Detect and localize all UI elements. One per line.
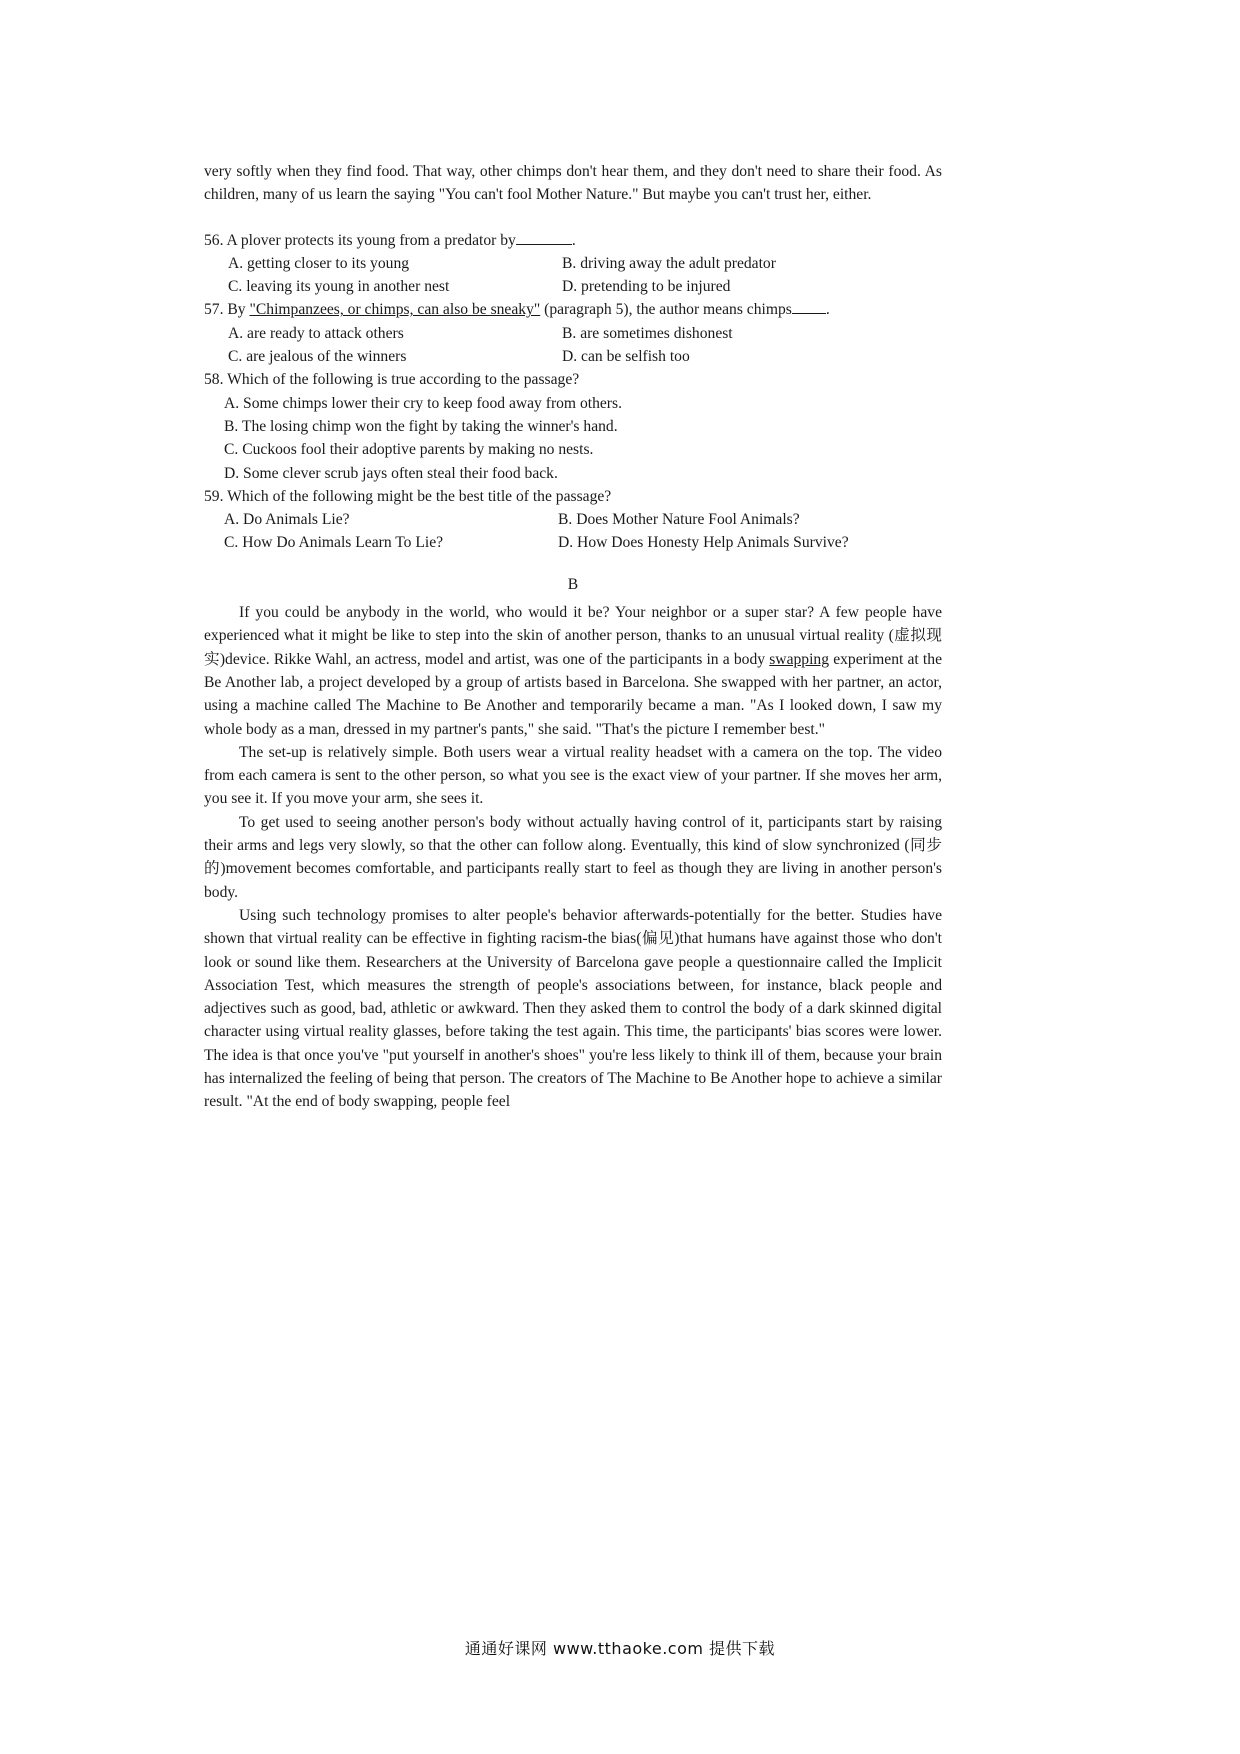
question-stem [204, 229, 942, 252]
question-56 [204, 229, 942, 299]
paragraph-text: experiment at the Be Another lab, a project developed by a group of artists based in Barcelona. She swapped with her partner, an actor, using a machine called The Machine to Be Another and temporarily became a man. "As I looked down, I saw my whole body as a man, dressed in my partner's pants," she said. "That's the picture I remember best." [204, 650, 942, 738]
question-stem: 59. Which of the following might be the best title of the passage? [204, 487, 612, 505]
document-page [204, 160, 942, 1114]
option-d: D. can be selfish too [562, 348, 690, 366]
option-a: A. Do Animals Lie? [224, 511, 350, 529]
passage-b-paragraph-3: To get used to seeing another person's body without actually having control of it, participants start by raising their arms and legs very slowly, so that the other can follow along. Eventually, this kind of slow synchronized (同步的)movement becomes comfortable, and participants really start to feel as though they are living in another person's body. [204, 813, 942, 901]
option-a: A. Some chimps lower their cry to keep food away from others. [224, 394, 622, 412]
download-footer: 通通好课网 www.tthaoke.com 提供下载 [464, 1639, 776, 1658]
section-b-label: B [567, 575, 579, 593]
question-stem-pre: 57. By [204, 301, 250, 319]
option-d: D. Some clever scrub jays often steal their food back. [224, 464, 558, 482]
question-stem-post: (paragraph 5), the author means chimps [540, 301, 792, 319]
underlined-quote: "Chimpanzees, or chimps, can also be sneaky" [249, 301, 541, 319]
option-d: D. How Does Honesty Help Animals Survive? [558, 534, 849, 552]
passage-a-tail: very softly when they find food. That way, other chimps don't hear them, and they don't need to share their food. As children, many of us learn the saying "You can't fool Mother Nature." But maybe you can't trust her, either. [204, 163, 942, 204]
question-59 [204, 485, 942, 555]
passage-b-paragraph-1 [204, 601, 942, 741]
question-57 [204, 298, 942, 368]
question-58 [204, 368, 942, 484]
options-list [204, 252, 942, 299]
answer-blank [516, 230, 572, 245]
option-a: A. are ready to attack others [228, 324, 404, 342]
paragraph-text: If you could be anybody in the world, who would it be? Your neighbor or a super star? A few people have experienced what it might be like to step into the skin of another person, thanks to an unusual virtual reality (虚拟现实)device. Rikke Wahl, an actress, model and artist, was one of the participants in a body [204, 604, 942, 668]
question-stem: 58. Which of the following is true according to the passage? [204, 371, 580, 389]
question-stem [204, 298, 942, 321]
option-b: B. Does Mother Nature Fool Animals? [558, 511, 800, 529]
option-c: C. leaving its young in another nest [228, 278, 450, 296]
passage-b-paragraph-2: The set-up is relatively simple. Both users wear a virtual reality headset with a camera on the top. The video from each camera is sent to the other person, so what you see is the exact view of your partner. If she moves her arm, you see it. If you move your arm, she sees it. [204, 743, 942, 808]
question-stem-text: 56. A plover protects its young from a predator by [204, 231, 516, 249]
question-stem-end: . [825, 301, 830, 319]
option-c: C. are jealous of the winners [228, 348, 407, 366]
answer-blank [792, 299, 826, 314]
question-stem-end: . [571, 231, 576, 249]
option-b: B. driving away the adult predator [562, 254, 776, 272]
underlined-word: swapping [769, 650, 830, 668]
option-c: C. Cuckoos fool their adoptive parents by making no nests. [224, 441, 594, 459]
option-c: C. How Do Animals Learn To Lie? [224, 534, 444, 552]
option-b: B. are sometimes dishonest [562, 324, 733, 342]
option-b: B. The losing chimp won the fight by taking the winner's hand. [224, 417, 618, 435]
passage-b-paragraph-4: Using such technology promises to alter people's behavior afterwards-potentially for the better. Studies have shown that virtual reality can be effective in fighting racism-the bias(偏见)that humans have against those who don't look or sound like them. Researchers at the University of Barcelona gave people a questionnaire called the Implicit Association Test, which measures the strength of people's associations between, for instance, black people and adjectives such as good, bad, athletic or awkward. Then they asked them to control the body of a dark skinned digital character using virtual reality glasses, before taking the test again. This time, the participants' bias scores were lower. The idea is that once you've "put yourself in another's shoes" you're less likely to think ill of them, because your brain has internalized the feeling of being that person. The creators of The Machine to Be Another hope to achieve a similar result. "At the end of body swapping, people feel [204, 906, 942, 1111]
options-list [204, 508, 942, 555]
options-list [204, 392, 942, 485]
option-a: A. getting closer to its young [228, 254, 410, 272]
options-list [204, 322, 942, 369]
option-d: D. pretending to be injured [562, 278, 731, 296]
